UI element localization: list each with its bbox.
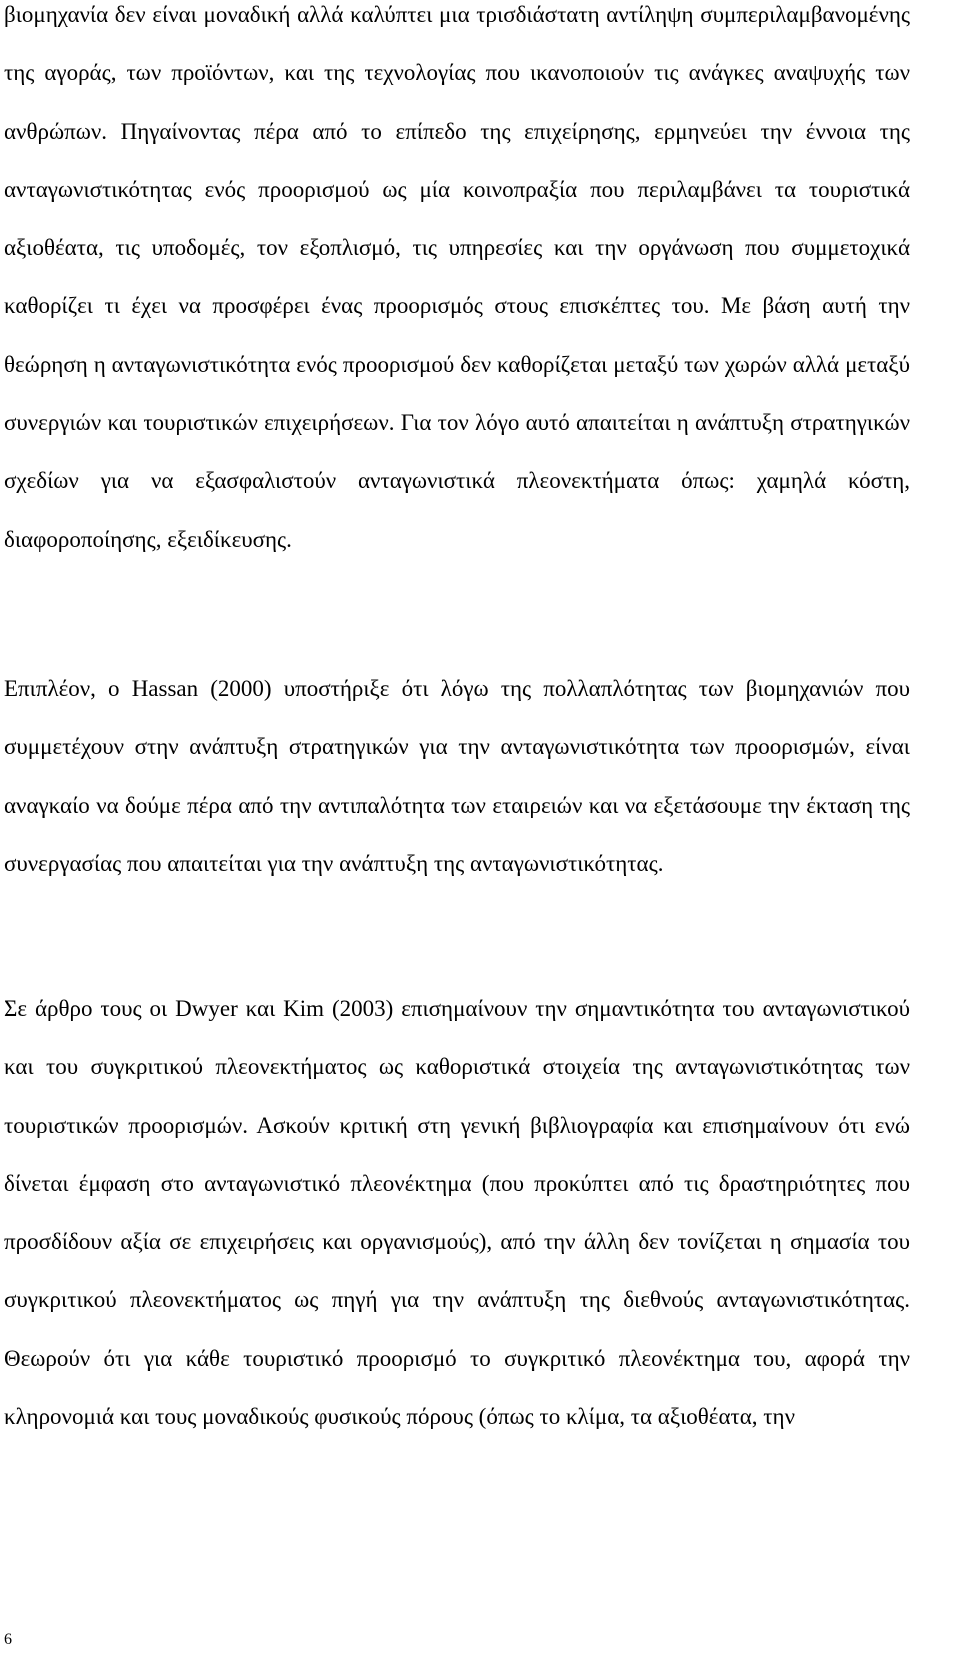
page-number: 6 — [4, 1631, 12, 1648]
body-paragraph-1: βιομηχανία δεν είναι μοναδική αλλά καλύπτει μια τρισδιάστατη αντίληψη συμπεριλαμβανομένης της αγοράς, των προϊόντων, και της τεχνολογίας που ικανοποιούν τις ανάγκες αναψυχής των ανθρώπων. Πηγαίνοντας πέρα από το επίπεδο της επιχείρησης, ερμηνεύει την έννοια της ανταγωνιστικότητας ενός προορισμού ως μία κοινοπραξία που περιλαμβάνει τα τουριστικά αξιοθέατα, τις υποδομές, τον εξοπλισμό, τις υπηρεσίες και την οργάνωση που συμμετοχικά καθορίζει τι έχει να προσφέρει ένας προορισμός στους επισκέπτες του. Με βάση αυτή την θεώρηση η ανταγωνιστικότητα ενός προορισμού δεν καθορίζεται μεταξύ των χωρών αλλά μεταξύ συνεργιών και τουριστικών επιχειρήσεων. Για τον λόγο αυτό απαιτείται η ανάπτυξη στρατηγικών σχεδίων για να εξασφαλιστούν ανταγωνιστικά πλεονεκτήματα όπως: χαμηλά κόστη, διαφοροποίησης, εξειδίκευσης. — [4, 2, 910, 552]
body-paragraph-2: Επιπλέον, ο Hassan (2000) υποστήριξε ότι λόγω της πολλαπλότητας των βιομηχανιών που συμμετέχουν στην ανάπτυξη στρατηγικών για την ανταγωνιστικότητα των προορισμών, είναι αναγκαίο να δούμε πέρα από την αντιπαλότητα των εταιρειών και να εξετάσουμε την έκταση της συνεργασίας που απαιτείται για την ανάπτυξη της ανταγωνιστικότητας. — [4, 676, 910, 876]
body-paragraph-3: Σε άρθρο τους οι Dwyer και Kim (2003) επισημαίνουν την σημαντικότητα του ανταγωνιστικού και του συγκριτικού πλεονεκτήματος ως καθοριστικά στοιχεία της ανταγωνιστικότητας των τουριστικών προορισμών. Ασκούν κριτική στη γενική βιβλιογραφία και επισημαίνουν ότι ενώ δίνεται έμφαση στο ανταγωνιστικό πλεονέκτημα (που προκύπτει από τις δραστηριότητες που προσδίδουν αξία σε επιχειρήσεις και οργανισμούς), από την άλλη δεν τονίζεται η σημασία του συγκριτικού πλεονεκτήματος ως πηγή για την ανάπτυξη της διεθνούς ανταγωνιστικότητας. Θεωρούν ότι για κάθε τουριστικό προορισμό το συγκριτικό πλεονέκτημα του, αφορά την κληρονομιά και τους μοναδικούς φυσικούς πόρους (όπως το κλίμα, τα αξιοθέατα, την — [4, 996, 910, 1430]
